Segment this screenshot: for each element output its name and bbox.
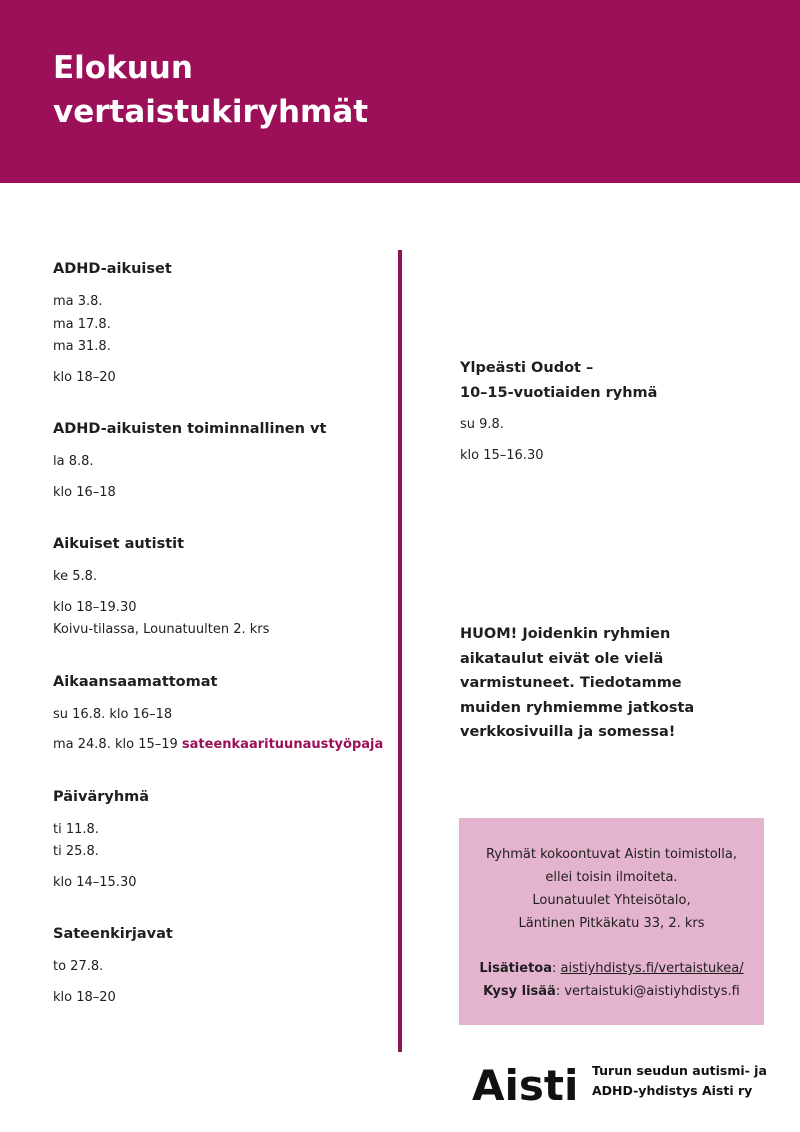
time-line: klo 18–20: [53, 369, 116, 385]
organization-name: [592, 1061, 772, 1100]
group-time: [53, 367, 388, 390]
aisti-logo-graphic: [470, 1052, 580, 1112]
group-dates: [53, 451, 388, 474]
notice-line: aikataulut eivät ole vielä: [460, 650, 664, 667]
groups-list: [53, 259, 388, 1039]
location-line: Koivu-tilassa, Lounatuulten 2. krs: [53, 622, 270, 637]
time-line: klo 14–15.30: [53, 874, 137, 890]
group-title-line: 10–15-vuotiaiden ryhmä: [460, 385, 658, 401]
info-address: [459, 843, 764, 935]
time-text: ma 24.8. klo 15–19: [53, 737, 182, 752]
group-time: [53, 482, 388, 505]
group-title: Päiväryhmä: [53, 788, 150, 805]
group-dates: [53, 566, 388, 589]
time-line: klo 18–19.30: [53, 599, 137, 615]
group-ylpeasti-oudot: [460, 356, 780, 475]
time-line: klo 15–16.30: [460, 447, 544, 463]
ask-more-line: [459, 980, 764, 1003]
header-banner: [0, 0, 800, 183]
time-line: klo 16–18: [53, 484, 116, 500]
group-dates: [460, 414, 780, 437]
group-title: ADHD-aikuiset: [53, 261, 172, 277]
date-line: su 16.8. klo 16–18: [53, 706, 173, 722]
notice-line: verkkosivuilla ja somessa!: [460, 724, 676, 740]
info-line: Lounatuulet Yhteisötalo,: [532, 893, 691, 908]
group-title: Aikaansaamattomat: [53, 673, 218, 690]
group-dates: [53, 956, 388, 979]
info-box: [459, 818, 764, 1025]
aisti-logo: [470, 1052, 580, 1112]
date-line: ma 3.8.: [53, 294, 103, 309]
date-line: ke 5.8.: [53, 569, 98, 584]
workshop-highlight: sateenkaarituunaustyöpaja: [181, 737, 384, 752]
time-line: [53, 734, 388, 757]
group-title-line: Ylpeästi Oudot –: [460, 360, 594, 376]
aisti-logo-text: Aisti: [472, 1061, 579, 1110]
group-title: Aikuiset autistit: [53, 536, 185, 552]
date-line: ma 17.8.: [53, 316, 111, 332]
date-line: la 8.8.: [53, 454, 94, 469]
more-info-line: [459, 957, 764, 980]
time-line: klo 18–20: [53, 989, 116, 1005]
info-line: Läntinen Pitkäkatu 33, 2. krs: [518, 916, 705, 931]
info-line: ellei toisin ilmoiteta.: [545, 870, 678, 885]
date-line: ti 25.8.: [53, 844, 99, 859]
info-line: Ryhmät kokoontuvat Aistin toimistolla,: [485, 847, 737, 862]
group-time: [53, 872, 388, 895]
group-time: [53, 734, 388, 757]
date-line: su 9.8.: [460, 417, 504, 432]
ask-more-sep: :: [555, 984, 565, 999]
group-adhd-aikuiset: [53, 259, 388, 389]
notice-line: varmistuneet. Tiedotamme: [460, 675, 682, 691]
notice-text: [460, 622, 730, 745]
group-dates: [53, 704, 388, 727]
group-time: [53, 597, 388, 642]
group-title: [460, 356, 780, 406]
more-info-link[interactable]: aistiyhdistys.fi/vertaistukea/: [560, 961, 744, 976]
group-dates: [53, 291, 388, 359]
info-contact: [459, 957, 764, 1003]
group-title: Sateenkirjavat: [53, 926, 173, 942]
column-divider: [398, 250, 402, 1052]
group-time: [460, 445, 780, 468]
date-line: to 27.8.: [53, 959, 104, 974]
more-info-label: Lisätietoa: [479, 961, 552, 976]
group-paivaryhma: [53, 787, 388, 895]
group-sateenkirjavat: [53, 924, 388, 1009]
date-line: ti 11.8.: [53, 821, 99, 837]
ask-more-label: Kysy lisää: [483, 984, 556, 999]
group-dates: [53, 819, 388, 864]
notice-line: muiden ryhmiemme jatkosta: [460, 699, 695, 716]
group-aikaansaamattomat: [53, 672, 388, 757]
org-name-line: Turun seudun autismi- ja: [592, 1063, 767, 1078]
more-info-sep: :: [552, 961, 561, 976]
notice-line: HUOM! Joidenkin ryhmien: [460, 626, 671, 642]
org-name-line: ADHD-yhdistys Aisti ry: [592, 1082, 753, 1098]
ask-more-email: vertaistuki@aistiyhdistys.fi: [564, 984, 740, 999]
page-title: Elokuun vertaistukiryhmät: [53, 50, 369, 130]
date-line: ma 31.8.: [53, 339, 111, 354]
group-time: [53, 987, 388, 1010]
group-aikuiset-autistit: [53, 534, 388, 642]
group-title: ADHD-aikuisten toiminnallinen vt: [53, 421, 327, 437]
group-adhd-toiminnallinen: [53, 419, 388, 504]
